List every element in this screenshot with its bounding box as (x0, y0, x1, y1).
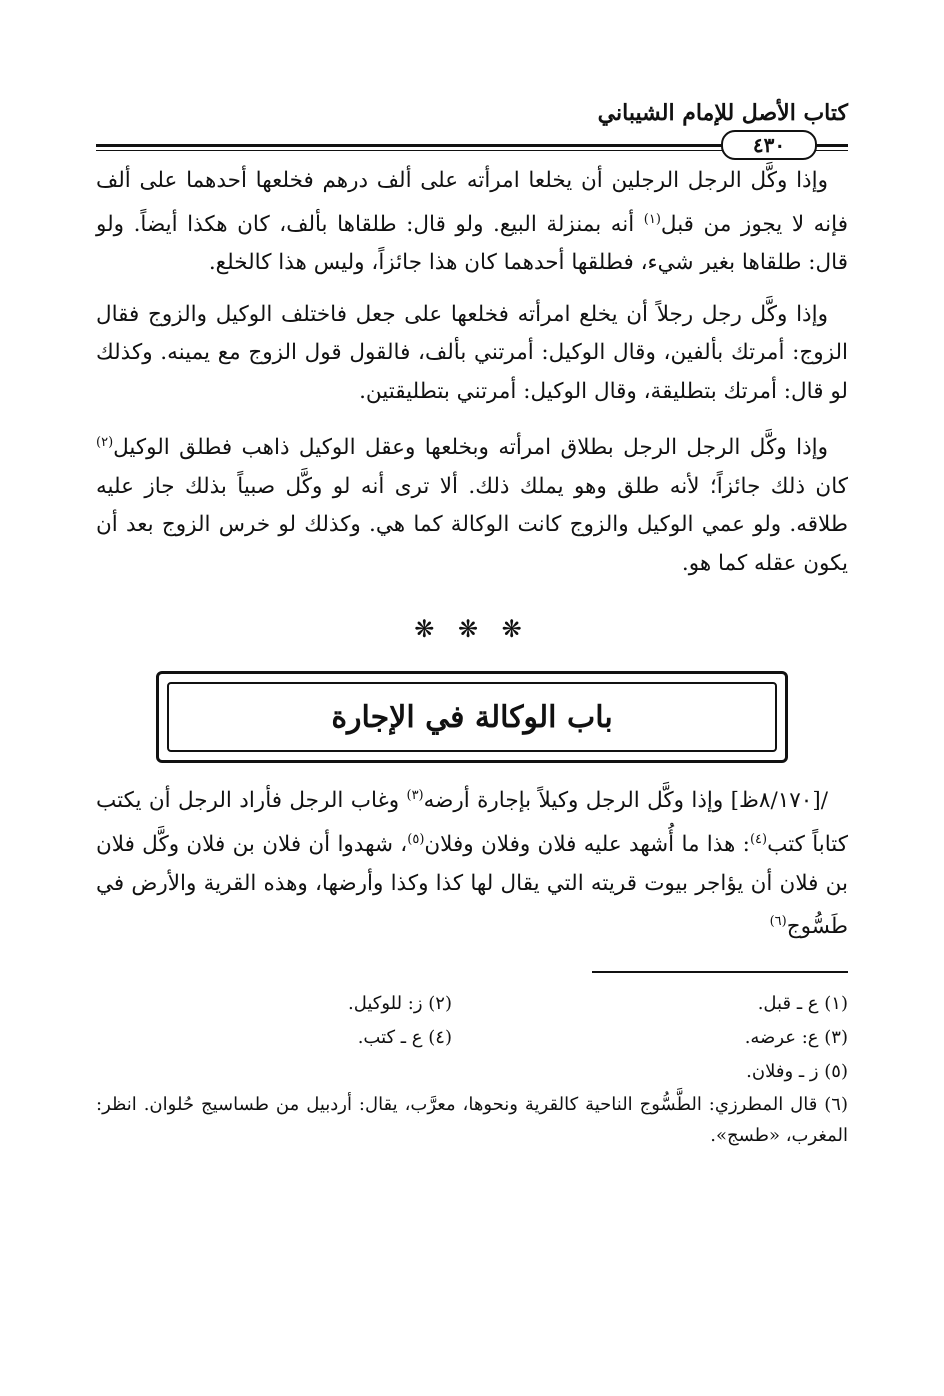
chapter-title-frame (156, 671, 788, 763)
paragraph-text: : هذا ما أُشهد عليه فلان وفلان وفلان (424, 832, 750, 858)
paragraph-text: وإذا وكَّل الرجل الرجل بطلاق امرأته وبخلعها وعقل الوكيل ذاهب فطلق الوكيل (113, 435, 828, 461)
footnote-ref: (٢) (96, 435, 114, 451)
footnote-ref: (٣) (406, 788, 424, 804)
footnote: (٣) ع: عرضه. (744, 1026, 848, 1048)
paragraph-text: كان ذلك جائزاً؛ لأنه طلق وهو يملك ذلك. ألا ترى أنه لو وكَّل صبياً بذلك جاز عليه طلاقه. ولو عمي الوكيل والزوج كانت الوكالة كما هي. وكذلك لو خرس الزوج بعد أن يكون عقله كما هو. (96, 473, 848, 576)
body-text (96, 162, 848, 947)
footnote-empty (96, 1055, 452, 1089)
footnote-ref: (٦) (769, 914, 787, 930)
paragraph-text: وإذا وكَّل رجل رجلاً أن يخلع امرأته فخلعها على جعل فاختلف الوكيل والزوج فقال الزوج: أمرتك بألفين، وقال الوكيل: أمرتني بألف، فالقول قول الزوج مع يمينه. وكذلك لو قال: أمرتك بتطليقة، وقال الوكيل: أمرتني بتطليقتين. (96, 301, 848, 404)
paragraph-text: ، شهدوا أن فلان بن فلان وكَّل فلان بن فلان أن يؤاجر بيوت قريته التي يقال لها كذا وكذا وأرضها، وهذه القرية والأرض في طَسُّوج (96, 832, 848, 940)
footnote: (٤) ع ـ كتب. (357, 1026, 452, 1048)
section-separator: ❋ ❋ ❋ (414, 615, 530, 644)
book-title: كتاب الأصل للإمام الشيباني (597, 100, 848, 126)
footnotes-grid (96, 987, 848, 1089)
footnote: (٢) ز: للوكيل. (347, 992, 452, 1014)
footnote: (١) ع ـ قبل. (757, 992, 848, 1014)
paragraph (96, 777, 848, 946)
chapter-title: باب الوكالة في الإجارة (331, 699, 613, 735)
footnote: (٦) قال المطرزي: الطَّسُّوج الناحية كالقرية ونحوها، معرَّب، يقال: أردبيل من طساسيج حُلوان. انظر: المغرب، «طسج». (96, 1093, 848, 1146)
footnote-ref: (١) (643, 211, 661, 227)
footnote-ref: (٤) (749, 831, 768, 847)
paragraph-text: وغاب الرجل فأراد الرجل أن يكتب كتاباً كتب (96, 788, 849, 858)
paragraph (96, 296, 848, 412)
footnote-ref: (٥) (407, 831, 425, 847)
paragraph-text: أنه بمنزلة البيع. ولو قال: طلقاها بألف، كان هكذا أيضاً. ولو قال: طلقاها بغير شيء، فطلقها أحدهما كان هذا جائزاً، وليس هذا كالخلع. (96, 211, 848, 276)
page-header (96, 92, 848, 157)
page-number: ٤٣٠ (721, 130, 817, 160)
footnote: (٥) ز ـ وفلان. (746, 1060, 848, 1082)
footnotes-divider (592, 971, 848, 973)
paragraph (96, 424, 848, 583)
footnotes (96, 987, 848, 1151)
paragraph-text: وإذا وكَّل الرجل الرجلين أن يخلعا امرأته على ألف درهم فخلعها أحدهما على ألف فإنه لا يجوز من قبل (96, 168, 848, 237)
chapter-title-inner-frame (167, 682, 777, 752)
paragraph-text: /[٨/١٧٠ظ] وإذا وكَّل الرجل وكيلاً بإجارة أرضه (423, 788, 828, 814)
page (96, 92, 848, 1151)
paragraph (96, 162, 848, 283)
